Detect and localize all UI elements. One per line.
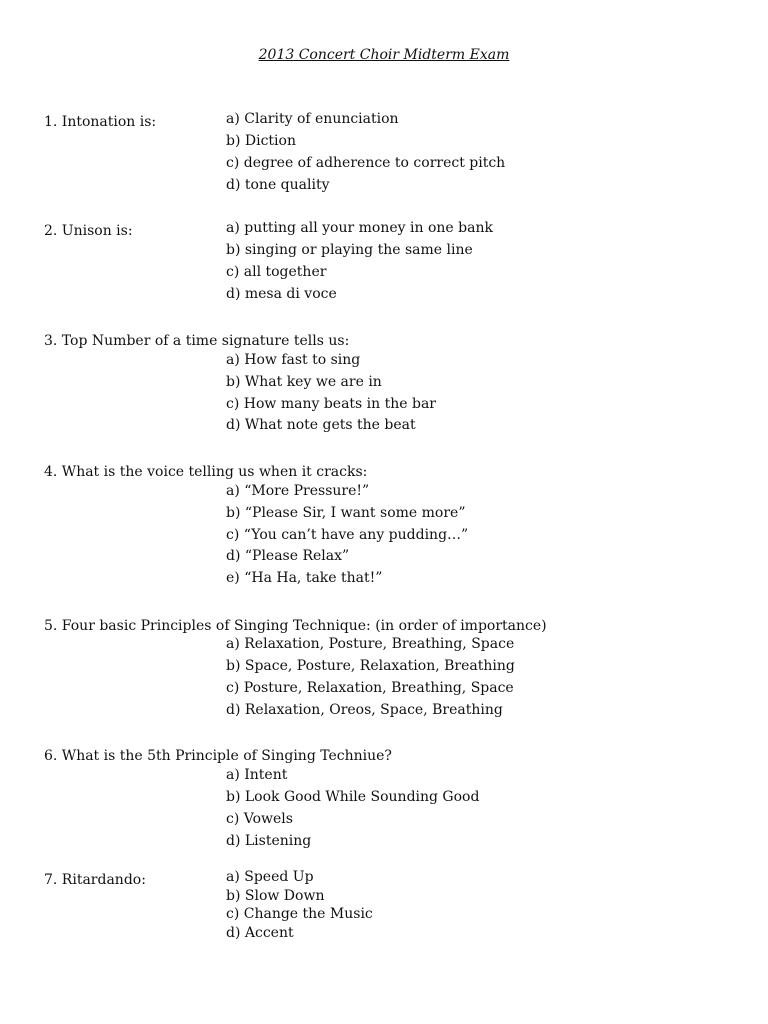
question-4-option-d: d) “Please Relax” [226, 548, 350, 564]
question-3: 3. Top Number of a time signature tells us: [44, 333, 350, 349]
question-4-option-a: a) “More Pressure!” [226, 483, 370, 499]
question-6-option-b: b) Look Good While Sounding Good [226, 789, 480, 805]
question-1: 1. Intonation is: [44, 114, 157, 130]
exam-title: 2013 Concert Choir Midterm Exam [258, 47, 510, 63]
question-5-option-c: c) Posture, Relaxation, Breathing, Space [226, 680, 514, 696]
question-5-option-b: b) Space, Posture, Relaxation, Breathing [226, 658, 515, 674]
question-3-option-d: d) What note gets the beat [226, 417, 416, 433]
question-7-option-c: c) Change the Music [226, 906, 373, 922]
question-4-option-e: e) “Ha Ha, take that!” [226, 570, 383, 586]
question-4: 4. What is the voice telling us when it cracks: [44, 464, 368, 480]
question-7-option-d: d) Accent [226, 925, 294, 941]
question-2-option-d: d) mesa di voce [226, 286, 337, 302]
question-3-option-a: a) How fast to sing [226, 352, 361, 368]
question-1-option-c: c) degree of adherence to correct pitch [226, 155, 506, 171]
question-5-option-a: a) Relaxation, Posture, Breathing, Space [226, 636, 515, 652]
question-3-option-b: b) What key we are in [226, 374, 382, 390]
question-6-option-c: c) Vowels [226, 811, 293, 827]
question-3-option-c: c) How many beats in the bar [226, 396, 436, 412]
question-5-option-d: d) Relaxation, Oreos, Space, Breathing [226, 702, 503, 718]
question-1-option-d: d) tone quality [226, 177, 330, 193]
question-2-option-c: c) all together [226, 264, 327, 280]
question-2: 2. Unison is: [44, 223, 133, 239]
question-6-option-d: d) Listening [226, 833, 312, 849]
question-1-option-b: b) Diction [226, 133, 296, 149]
question-1-option-a: a) Clarity of enunciation [226, 111, 399, 127]
question-5: 5. Four basic Principles of Singing Technique: (in order of importance) [44, 618, 547, 634]
question-2-option-a: a) putting all your money in one bank [226, 220, 493, 236]
question-2-option-b: b) singing or playing the same line [226, 242, 473, 258]
question-7-option-a: a) Speed Up [226, 869, 314, 885]
question-6-option-a: a) Intent [226, 767, 288, 783]
question-4-option-b: b) “Please Sir, I want some more” [226, 505, 466, 521]
question-4-option-c: c) “You can’t have any pudding…” [226, 527, 469, 543]
question-6: 6. What is the 5th Principle of Singing Techniue? [44, 748, 392, 764]
question-7-option-b: b) Slow Down [226, 888, 325, 904]
question-7: 7. Ritardando: [44, 872, 146, 888]
